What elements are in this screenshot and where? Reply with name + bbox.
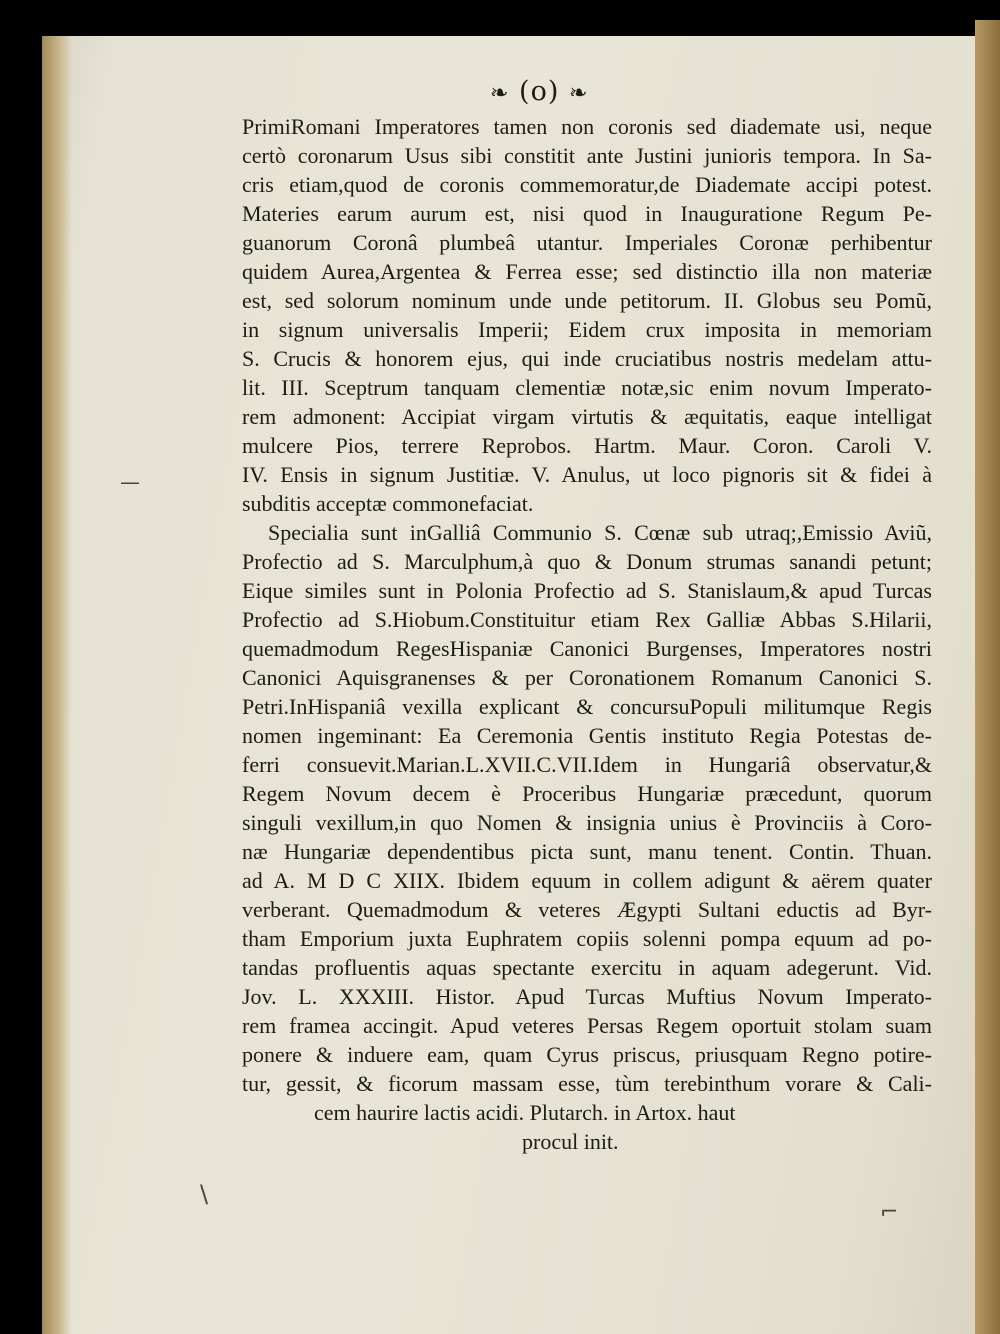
ornament-right-icon: ❧ — [568, 81, 589, 106]
text-line: S. Crucis & honorem ejus, qui inde cruciatibus nostris medelam attu- — [242, 346, 932, 371]
text-line: verberant. Quemadmodum & veteres Ægypti Sultani eductis ad Byr- — [242, 897, 932, 922]
text-line: tur, gessit, & ficorum massam esse, tùm terebinthum vorare & Cali- — [242, 1071, 932, 1096]
margin-mark: — — [120, 470, 140, 494]
text-line: tandas profluentis aquas spectante exercitu in aquam adegerunt. Vid. — [242, 955, 932, 980]
text-line: Regem Novum decem è Proceribus Hungariæ præcedunt, quorum — [242, 781, 932, 806]
ornament-left-icon: ❧ — [490, 81, 510, 106]
body-text — [242, 112, 932, 1156]
text-line: Canonici Aquisgranenses & per Coronationem Romanum Canonici S. — [242, 665, 932, 690]
text-line: Profectio ad S.Hiobum.Constituitur etiam Rex Galliæ Abbas S.Hilarii, — [242, 607, 932, 632]
text-line: rem admonent: Accipiat virgam virtutis & æquitatis, eaque intelligat — [242, 404, 932, 429]
text-line: est, sed solorum nominum unde unde petitorum. II. Globus seu Pomũ, — [242, 288, 932, 313]
text-line: certò coronarum Usus sibi constitit ante Justini junioris tempora. In Sa- — [242, 143, 932, 168]
text-line: quidem Aurea,Argentea & Ferrea esse; sed distinctio illa non materiæ — [242, 259, 932, 284]
text-line: guanorum Coronâ plumbeâ utantur. Imperiales Coronæ perhibentur — [242, 230, 932, 255]
text-line: tham Emporium juxta Euphratem copiis solenni pompa equum ad po- — [242, 926, 932, 951]
page-mark: (o) — [519, 76, 560, 107]
margin-mark: \ — [200, 1180, 209, 1208]
text-line: procul init. — [522, 1129, 619, 1154]
text-line: Profectio ad S. Marculphum,à quo & Donum strumas sanandi petunt; — [242, 549, 932, 574]
text-line: nomen ingeminant: Ea Ceremonia Gentis instituto Regia Potestas de- — [242, 723, 932, 748]
text-line: rem framea accingit. Apud veteres Persas Regem oportuit stolam suam — [242, 1013, 932, 1038]
text-line: quemadmodum RegesHispaniæ Canonici Burgenses, Imperatores nostri — [242, 636, 932, 661]
margin-mark: ⌐ — [880, 1200, 899, 1225]
text-line: ponere & induere eam, quam Cyrus priscus, priusquam Regno potire- — [242, 1042, 932, 1067]
page-header — [490, 76, 588, 107]
text-line: Specialia sunt inGalliâ Communio S. Cœnæ sub utraq;,Emissio Aviũ, — [268, 520, 932, 545]
text-line: lit. III. Sceptrum tanquam clementiæ notæ,sic enim novum Imperato- — [242, 375, 932, 400]
text-line: singuli vexillum,in quo Nomen & insignia unius è Provinciis à Coro- — [242, 810, 932, 835]
text-line: subditis acceptæ commonefaciat. — [242, 491, 534, 516]
text-line: Petri.InHispaniâ vexilla explicant & concursuPopuli militumque Regis — [242, 694, 932, 719]
book-edge — [975, 20, 1000, 1334]
page-gutter-shadow — [42, 36, 72, 1334]
text-line: Eique similes sunt in Polonia Profectio ad S. Stanislaum,& apud Turcas — [242, 578, 932, 603]
text-line: mulcere Pios, terrere Reprobos. Hartm. Maur. Coron. Caroli V. — [242, 433, 932, 458]
text-line: ad A. M D C XIIX. Ibidem equum in collem adigunt & aërem quater — [242, 868, 932, 893]
text-line: cris etiam,quod de coronis commemoratur,de Diademate accipi potest. — [242, 172, 932, 197]
text-line: Materies earum aurum est, nisi quod in Inauguratione Regum Pe- — [242, 201, 932, 226]
text-line: næ Hungariæ dependentibus picta sunt, manu tenent. Contin. Thuan. — [242, 839, 932, 864]
text-line: in signum universalis Imperii; Eidem crux imposita in memoriam — [242, 317, 932, 342]
text-line: ferri consuevit.Marian.L.XVII.C.VII.Idem in Hungariâ observatur,& — [242, 752, 932, 777]
text-line: Jov. L. XXXIII. Histor. Apud Turcas Muftius Novum Imperato- — [242, 984, 932, 1009]
text-line: cem haurire lactis acidi. Plutarch. in Artox. haut — [314, 1100, 736, 1125]
text-line: IV. Ensis in signum Justitiæ. V. Anulus, ut loco pignoris sit & fidei à — [242, 462, 932, 487]
text-line: PrimiRomani Imperatores tamen non coronis sed diademate usi, neque — [242, 114, 932, 139]
